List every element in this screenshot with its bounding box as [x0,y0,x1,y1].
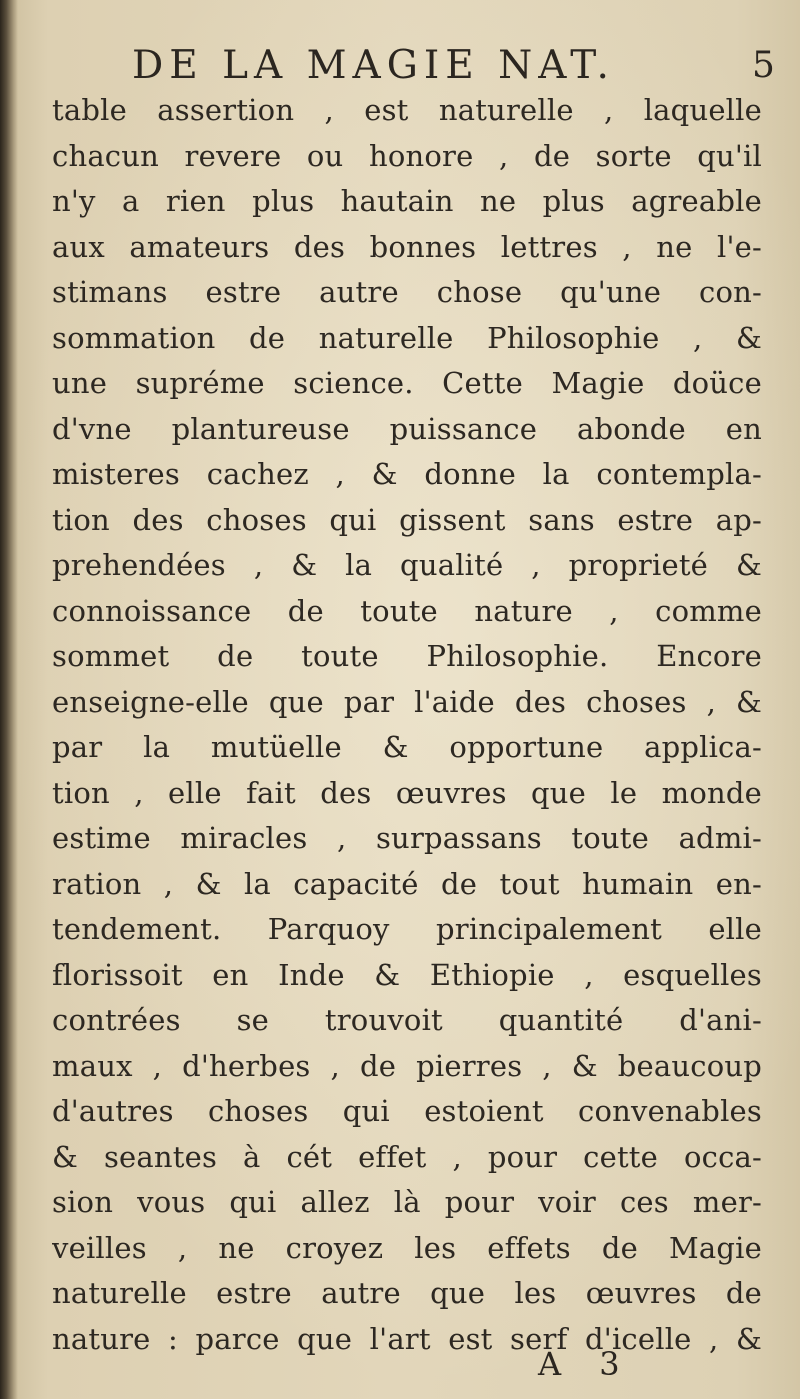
signature-mark: A 3 [538,1345,634,1383]
text-line: enseigne-elle que par l'aide des choses , & [52,684,762,719]
text-line: d'autres choses qui estoient convenables [52,1094,762,1128]
text-line: estime miracles , surpassans toute admi- [52,821,762,855]
text-line: connoissance de toute nature , comme [52,593,762,628]
text-line: chacun revere ou honore , de sorte qu'il [52,138,762,173]
text-line: d'vne plantureuse puissance abonde en [52,411,762,446]
text-line: sommet de toute Philosophie. Encore [52,639,762,673]
text-line: contrées se trouvoit quantité d'ani- [52,1003,762,1037]
page-gutter-shadow [0,0,18,1399]
text-line: sommation de naturelle Philosophie , & [52,320,762,355]
text-line: prehendées , & la qualité , proprieté & [52,548,762,582]
text-line: tendement. Parquoy principalement elle [52,912,762,946]
text-line: aux amateurs des bonnes lettres , ne l'e- [52,229,762,264]
text-line: tion , elle fait des œuvres que le monde [52,775,762,810]
page-number: 5 [752,45,775,86]
text-line: veilles , ne croyez les effets de Magie [52,1230,762,1265]
body-text [52,88,762,1362]
text-line: & seantes à cét effet , pour cette occa- [52,1139,762,1174]
text-line: maux , d'herbes , de pierres , & beaucoup [52,1048,762,1083]
running-head: DE LA MAGIE NAT. [132,43,615,88]
text-line: naturelle estre autre que les œuvres de [52,1276,762,1310]
text-line: n'y a rien plus hautain ne plus agreable [52,184,762,218]
text-line: table assertion , est naturelle , laquelle [52,93,762,127]
text-line: nature : parce que l'art est serf d'icelle , & [52,1321,762,1356]
text-line: florissoit en Inde & Ethiopie , esquelles [52,957,762,992]
text-line: misteres cachez , & donne la contempla- [52,457,762,491]
text-line: ration , & la capacité de tout humain en- [52,866,762,901]
page-header [0,40,800,92]
text-line: sion vous qui allez là pour voir ces mer- [52,1185,762,1219]
text-line: stimans estre autre chose qu'une con- [52,275,762,309]
text-line: une supréme science. Cette Magie doüce [52,366,762,400]
text-line: tion des choses qui gissent sans estre ap- [52,502,762,537]
text-line: par la mutüelle & opportune applica- [52,730,762,764]
